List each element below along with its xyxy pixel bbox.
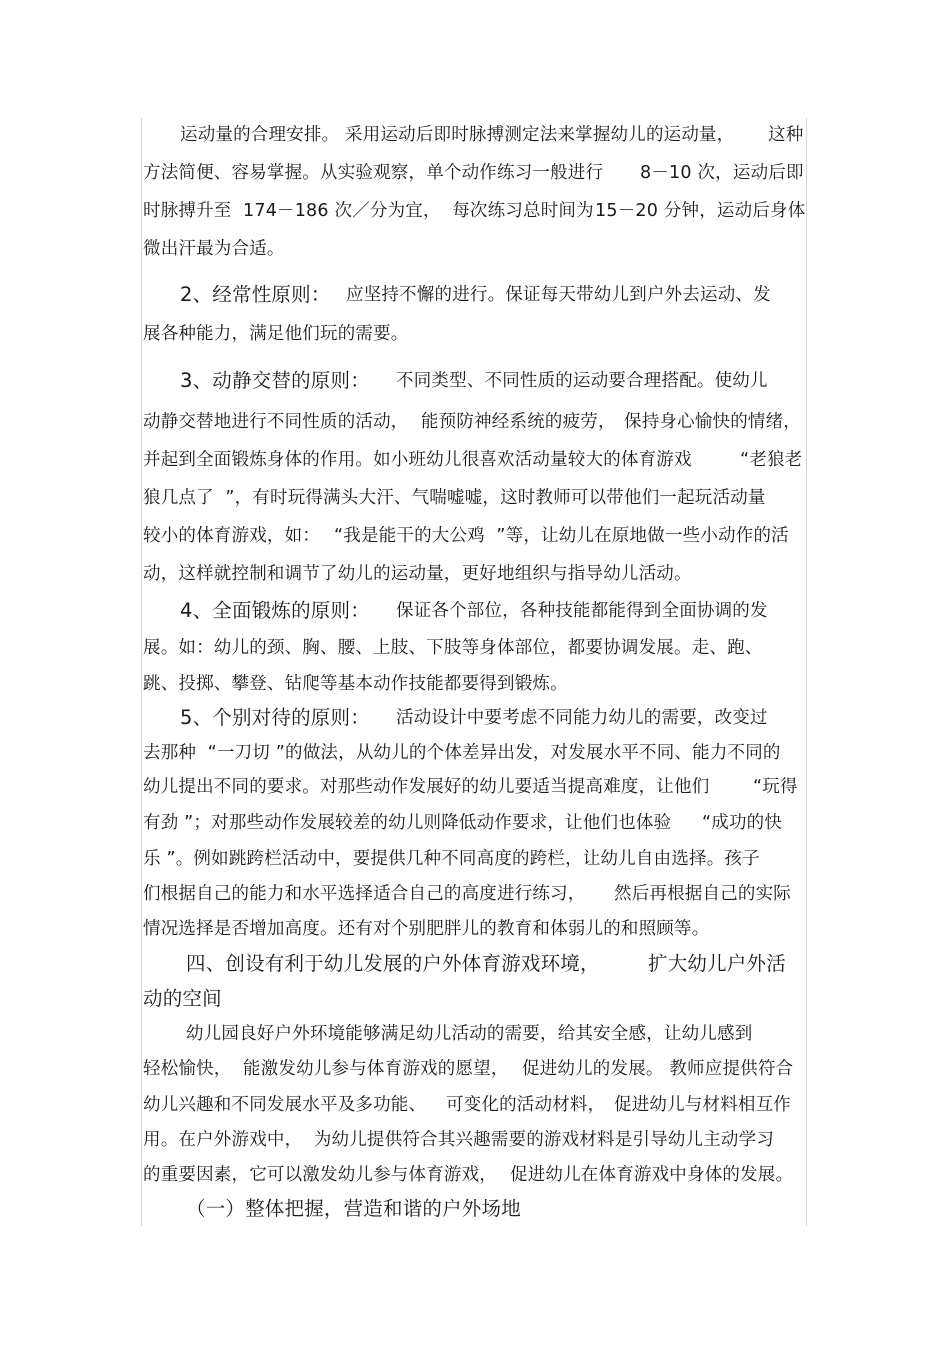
text-segment: 较小的体育游戏，如： (143, 526, 320, 546)
text-segment: 幼儿提出不同的要求。对那些动作发展好的幼儿要适当提高难度，让他们 (143, 777, 710, 797)
principle-heading: 3、动静交替的原则： (180, 369, 370, 392)
text-segment: 的重要因素，它可以激发幼儿参与体育游戏， (143, 1165, 497, 1185)
text-segment: 运动量的合理安排。 采用运动后即时脉搏测定法来掌握幼儿的运动量， (180, 125, 735, 145)
text-segment: 动，这样就控制和调节了幼儿的运动量，更好地组织与指导幼儿活动。 (143, 564, 692, 584)
text-segment: 促进幼儿与材料相互作 (614, 1095, 791, 1115)
text-segment: 轻松愉快， 能激发幼儿参与体育游戏的愿望， (143, 1059, 509, 1079)
text-segment: 促进幼儿的发展。 教师应提供符合 (522, 1059, 794, 1079)
section-heading: 扩大幼儿户外活 (648, 952, 786, 975)
principle-heading: 2、经常性原则： (180, 283, 331, 306)
text-segment: 幼儿兴趣和不同发展水平及多功能、 (143, 1095, 427, 1115)
text-segment: 幼儿园良好户外环境能够满足幼儿活动的需要，给其安全感，让幼儿感到 (186, 1024, 753, 1044)
text-segment: 不同类型、不同性质的运动要合理搭配。使幼儿 (396, 371, 768, 391)
text-segment: 方法简便、容易掌握。从实验观察，单个动作练习一般进行 (143, 163, 604, 183)
text-segment: 应坚持不懈的进行。保证每天带幼儿到户外去运动、发 (346, 285, 771, 305)
text-segment: 能预防神经系统的疲劳， (421, 412, 616, 432)
text-segment: 并起到全面锻炼身体的作用。如小班幼儿很喜欢活动量较大的体育游戏 (143, 450, 692, 470)
principle-heading: 5、个别对待的原则： (180, 706, 370, 729)
left-margin-rule (141, 118, 142, 1226)
section-heading: 四、创设有利于幼儿发展的户外体育游戏环境， (186, 952, 600, 975)
principle-heading: 4、全面锻炼的原则： (180, 599, 370, 622)
text-segment: 促进幼儿在体育游戏中身体的发展。 (510, 1165, 794, 1185)
text-segment: 们根据自己的能力和水平选择适合自己的高度进行练习， (143, 884, 586, 904)
section-heading: 动的空间 (143, 987, 222, 1010)
text-segment: “我是能干的大公鸡 ”等，让幼儿在原地做一些小动作的活 (334, 526, 789, 546)
subsection-heading-line (0, 1196, 521, 1274)
text-segment: 情况选择是否增加高度。还有对个别肥胖儿的教育和体弱儿的和照顾等。 (143, 919, 710, 939)
text-segment: “老狼老 (740, 450, 803, 470)
text-segment: 保证各个部位，各种技能都能得到全面协调的发 (396, 601, 768, 621)
text-segment: 活动设计中要考虑不同能力幼儿的需要，改变过 (396, 708, 768, 728)
text-segment: 然后再根据自己的实际 (614, 884, 791, 904)
text-segment: 乐 ”。例如跳跨栏活动中，要提供几种不同高度的跨栏，让幼儿自由选择。孩子 (143, 849, 760, 869)
text-segment: 这种 (768, 125, 804, 145)
text-segment: 用。在户外游戏中， 为幼儿提供符合其兴趣需要的游戏材料是引导幼儿主动学习 (143, 1130, 775, 1150)
subsection-heading: （一）整体把握，营造和谐的户外场地 (186, 1197, 521, 1220)
right-margin-rule (806, 118, 807, 1226)
text-segment: “成功的快 (702, 813, 783, 833)
text-segment: 狼几点了 ”，有时玩得满头大汗、气喘嘘嘘，这时教师可以带他们一起玩活动量 (143, 488, 766, 508)
text-segment: 8－10 次，运动后即 (640, 163, 804, 183)
text-segment: 时脉搏升至 174－186 次／分为宜， 每次练习总时间为 (143, 201, 594, 221)
text-segment: 保持身心愉快的情绪， (624, 412, 801, 432)
text-segment: “玩得 (753, 777, 798, 797)
text-segment: 可变化的活动材料， (446, 1095, 606, 1115)
text-segment: 去那种 “一刀切 ”的做法，从幼儿的个体差异出发，对发展水平不同、能力不同的 (143, 743, 781, 763)
text-segment: 有劲 ”；对那些动作发展较差的幼儿则降低动作要求，让他们也体验 (143, 813, 672, 833)
text-segment: 跳、投掷、攀登、钻爬等基本动作技能都要得到锻炼。 (143, 674, 568, 694)
text-segment: 展。如：幼儿的颈、胸、腰、上肢、下肢等身体部位，都要协调发展。走、跑、 (143, 638, 763, 658)
text-segment: 微出汗最为合适。 (143, 239, 285, 259)
text-segment: 动静交替地进行不同性质的活动， (143, 412, 409, 432)
text-segment: 15－20 分钟，运动后身体 (595, 201, 806, 221)
text-segment: 展各种能力，满足他们玩的需要。 (143, 324, 409, 344)
